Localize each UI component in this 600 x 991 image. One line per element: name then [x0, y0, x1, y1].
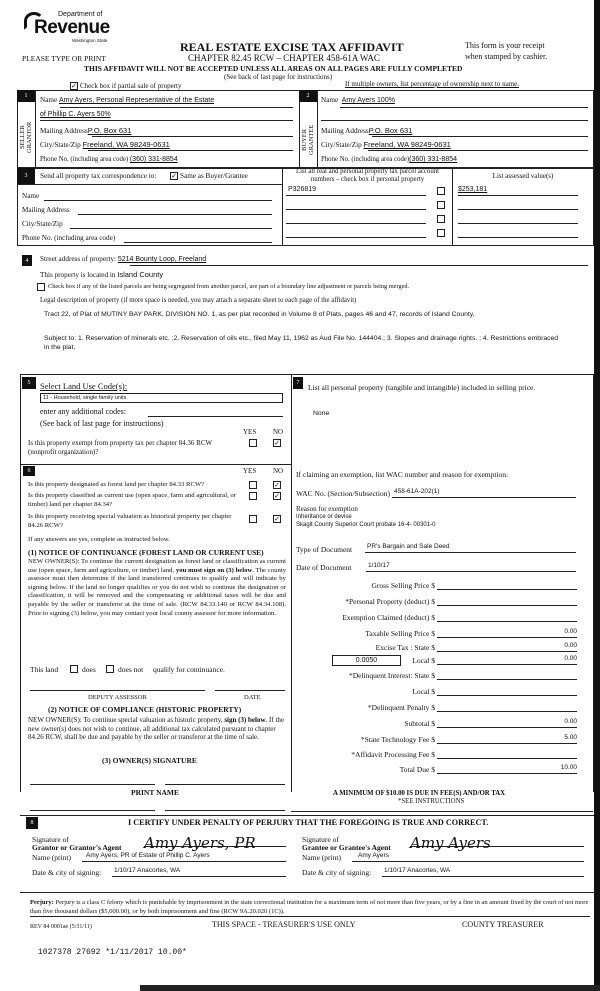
owner-signature-line[interactable]: [30, 784, 155, 785]
exempt-yes-checkbox[interactable]: [249, 439, 257, 447]
q1-no-checkbox[interactable]: ✓: [274, 481, 280, 489]
label: Name: [321, 96, 339, 104]
divider: [291, 374, 292, 792]
seller-side-label: SELLER GRANTOR: [19, 121, 33, 153]
grantor-signature: Amy Ayers, PR: [144, 834, 256, 852]
exempt-no-checkbox[interactable]: ✓: [274, 439, 280, 447]
section-5-badge: 5: [22, 377, 36, 389]
this-land-label: This land: [30, 665, 59, 674]
label: Phone No. (including area code): [40, 156, 129, 163]
label: Street address of property:: [40, 255, 117, 263]
county-treasurer: COUNTY TREASURER: [462, 920, 544, 929]
grantee-name-field[interactable]: Amy Ayers: [352, 852, 584, 862]
rule: [40, 120, 293, 121]
scan-edge: [594, 0, 600, 991]
grantor-date-field[interactable]: 1/10/17 Anacortes, WA: [112, 867, 286, 877]
notice-continuance-text: NEW OWNER(S): To continue the current designation as forest land or classification as current use (open space, farm and agriculture, or timber) land, you must sign on (3) below. The county assessor must then determine if the land transferred continues to qualify and will indicate by signing below. If the land no longer qualifies or you do not wish to continue the designation or classification, it will be removed and the compensating or additional taxes will be due and payable by the seller or transferor at the time of sale. (RCW 84.33.140 or RCW 84.34.108). Prior to signing (3) below, you may contact your local county assessor for more information.: [28, 558, 286, 617]
if-yes-note: If any answers are yes, complete as instructed below.: [28, 536, 170, 543]
affidavit-fee-field[interactable]: [437, 749, 577, 759]
label: Mailing Address: [40, 127, 88, 135]
personal-property-deduct-field[interactable]: [437, 596, 577, 606]
label: Name (print): [32, 853, 71, 862]
reason-line-1[interactable]: Inheritance or devise: [296, 514, 352, 520]
state-tech-fee-field[interactable]: 5.00: [437, 734, 577, 744]
divider: [35, 90, 36, 168]
no-header: NO: [273, 467, 284, 475]
rule: [291, 811, 593, 812]
corr-name-field[interactable]: [44, 191, 272, 201]
q3-no-checkbox[interactable]: ✓: [274, 515, 280, 523]
rule: [340, 107, 588, 108]
delinquent-interest-state-field[interactable]: [437, 670, 577, 680]
section-6-badge: 6: [23, 466, 35, 476]
rule: [92, 136, 293, 137]
buyer-mailing-field[interactable]: P.O. Box 631: [368, 126, 413, 135]
buyer-phone-field[interactable]: (360) 331-8854: [409, 156, 458, 163]
partial-sale-label: Check box if partial sale of property: [80, 82, 182, 90]
receipt-note-1: This form is your receipt: [465, 41, 545, 50]
label: Name (print): [302, 853, 341, 862]
gross-selling-price-label: Gross Selling Price $: [371, 581, 435, 590]
forest-question-2: Is this property classified as current use (open space, farm and agricultural, or timber) land per chapter 84.34?: [28, 492, 236, 508]
personal-property-deduct-label: *Personal Property (deduct) $: [345, 597, 435, 606]
corr-mailing-label: Mailing Address: [22, 206, 70, 214]
additional-codes-label: enter any additional codes:: [40, 407, 126, 416]
doc-date-field[interactable]: 1/10/17: [366, 562, 576, 572]
personal-property-label: List all personal property (tangible and intangible) included in selling price.: [308, 383, 536, 392]
personal-property-checkbox[interactable]: [437, 201, 445, 209]
seller-name-line2-field[interactable]: of Phillip C. Ayers 50%: [40, 111, 111, 118]
corr-name-label: Name: [22, 192, 40, 200]
grantor-signature-field[interactable]: [144, 834, 286, 852]
seller-name-field[interactable]: Amy Ayers, Personal Representative of the Estate: [58, 97, 215, 104]
divider: [282, 168, 283, 246]
rule: [20, 374, 594, 375]
grantee-date-label: Date & city of signing:: [302, 868, 372, 877]
delinquent-interest-local-field[interactable]: [437, 686, 577, 696]
delinquent-penalty-field[interactable]: [437, 702, 577, 712]
reason-line-2[interactable]: Skagit County Superior Court probate 16-4- 00301-0: [296, 522, 436, 528]
doc-type-label: Type of Document: [296, 545, 353, 554]
subtotal-label: Subtotal $: [404, 719, 435, 728]
does-not-label: does not: [118, 665, 144, 674]
delinquent-interest-state-label: *Delinquent Interest: State $: [348, 671, 435, 680]
land-use-label: Select Land Use Code(s):: [40, 381, 128, 391]
forest-question-3: Is this property receiving special valuation as historical property per chapter 84.26 RCW?: [28, 513, 232, 529]
parcel-number-field[interactable]: [286, 200, 426, 210]
label: City/State/Zip: [40, 141, 81, 149]
rule: [88, 150, 293, 151]
corr-city-label: City/State/Zip: [22, 220, 63, 228]
divider: [20, 374, 21, 792]
exemption-claimed-label: Exemption Claimed (deduct) $: [342, 613, 435, 622]
grantor-date-label: Date & city of signing:: [32, 868, 102, 877]
rule: [60, 107, 293, 108]
q3-yes-checkbox[interactable]: [249, 515, 257, 523]
q1-yes-checkbox[interactable]: [249, 481, 257, 489]
rule: [17, 184, 282, 185]
local-tax-label: Local $: [412, 656, 435, 665]
legal-description-2[interactable]: Subject to: 1. Reservation of minerals etc. ;2. Reservation of oils etc., filed May 11, 1962 as Aud File No. 144404.; 3. Slopes and drainage rights. ; 4. Restrictions embraced in the plat.: [44, 335, 559, 351]
perjury-notice: Perjury: Perjury is a class C felony which is punishable by imprisonment in the state correctional institution for a maximum term of not more than five years, or by a fine in an amount fixed by the court of not more than five thousand dollars ($5,000.00), or by both imprisonment and fine (RCW 9A.20.020 (1C)).: [30, 899, 589, 915]
segregated-checkbox[interactable]: [37, 283, 45, 291]
local-tax-field[interactable]: 0.00: [437, 655, 577, 665]
assessed-header: List assessed value(s): [492, 172, 554, 180]
personal-property-checkbox[interactable]: [437, 187, 445, 195]
grantee-date-field[interactable]: 1/10/17 Anacortes, WA: [382, 867, 584, 877]
exemption-claimed-field[interactable]: [437, 612, 577, 622]
seller-mailing-field[interactable]: P.O. Box 631: [87, 126, 132, 135]
owner-signature-line-2[interactable]: [165, 784, 285, 785]
treasurer-use: THIS SPACE - TREASURER'S USE ONLY: [212, 920, 356, 929]
warning: THIS AFFIDAVIT WILL NOT BE ACCEPTED UNLESS ALL AREAS ON ALL PAGES ARE FULLY COMPLETED: [84, 64, 463, 73]
gross-selling-price-field[interactable]: [437, 580, 577, 590]
notice-continuance-title: (1) NOTICE OF CONTINUANCE (FOREST LAND OR CURRENT USE): [28, 548, 264, 557]
does-checkbox[interactable]: [70, 665, 78, 673]
parcel-header: List all real and personal property tax parcel account numbers – check box if personal property: [295, 168, 440, 183]
q2-yes-checkbox[interactable]: [249, 492, 257, 500]
rule: [372, 136, 588, 137]
section-3-badge: 3: [17, 168, 35, 184]
corr-phone-label: Phone No. (including area code): [22, 234, 116, 242]
date-label: DATE: [244, 694, 261, 701]
corr-phone-field[interactable]: [124, 233, 272, 243]
affidavit-fee-label: *Affidavit Processing Fee $: [351, 750, 435, 759]
certify-title: I CERTIFY UNDER PENALTY OF PERJURY THAT THE FOREGOING IS TRUE AND CORRECT.: [128, 818, 489, 827]
reason-label: Reason for exemption: [296, 505, 358, 513]
yes-header: YES: [243, 467, 257, 475]
additional-codes-field[interactable]: [148, 407, 283, 417]
grantor-sig-label: Signature of Grantor or Grantor's Agent: [32, 835, 122, 852]
notice-compliance-text: NEW OWNER(S): To continue special valuation as historic property, sign (3) below. If the new owner(s) does not wish to continue, all additional tax calculated pursuant to chapter 84.26 RCW, shall be due and payable by the seller or transferor at the time of sale.: [28, 716, 285, 742]
rule: [20, 464, 291, 465]
does-not-checkbox[interactable]: [106, 665, 114, 673]
print-name-label: PRINT NAME: [131, 788, 179, 797]
label: Mailing Address: [321, 127, 369, 135]
q2-no-checkbox[interactable]: ✓: [274, 492, 280, 500]
correspondence-label: Send all property tax correspondence to:: [40, 172, 157, 180]
grantee-signature: Amy Ayers: [410, 834, 491, 852]
exempt-question: Is this property exempt from property tax per chapter 84.36 RCW (nonprofit organization)?: [28, 439, 212, 456]
seller-phone-field[interactable]: (360) 331-8854: [129, 156, 178, 163]
buyer-city-field[interactable]: Freeland, WA 98249-0631: [363, 140, 451, 149]
yes-header: YES: [243, 428, 257, 436]
deputy-assessor-line[interactable]: [30, 690, 205, 691]
assessed-value-field[interactable]: [458, 200, 578, 210]
assessed-value-field[interactable]: [458, 228, 578, 238]
excise-tax-state-label: Excise Tax : State $: [375, 643, 435, 652]
rule: [130, 265, 588, 266]
see-instructions: *SEE INSTRUCTIONS: [398, 798, 465, 805]
segregated-label: Check box if any of the listed parcels are being segregated from another parcel, are part of a boundary line adjustment or parcels being merged.: [48, 283, 410, 290]
label: Phone No. (including area code): [321, 156, 410, 163]
assessed-value-field[interactable]: [458, 214, 578, 224]
logo-state: Washington State: [72, 38, 108, 43]
land-use-see-back: (See back of last page for instructions): [40, 419, 164, 428]
scan-edge-bottom: [140, 985, 600, 991]
section-4-badge: 4: [22, 255, 32, 266]
label: City/State/Zip: [321, 141, 362, 149]
assessed-value-field[interactable]: $253,181: [458, 186, 578, 196]
doc-date-label: Date of Document: [296, 563, 352, 572]
total-due-label: Total Due $: [399, 765, 435, 774]
grantee-sig-label: Signature of Grantee or Grantee's Agent: [302, 835, 391, 852]
label: Name: [40, 96, 58, 104]
parcel-number-field[interactable]: [286, 228, 426, 238]
street-address-field[interactable]: 5214 Bounty Loop, Freeland: [117, 256, 207, 263]
doc-type-field[interactable]: PR's Bargain and Sale Deed: [365, 543, 576, 553]
page-title: REAL ESTATE EXCISE TAX AFFIDAVIT: [180, 40, 404, 54]
delinquent-interest-local-label: Local $: [412, 687, 435, 696]
divider: [593, 374, 594, 792]
print-name-line-2[interactable]: [165, 810, 285, 811]
taxable-selling-price-field[interactable]: 0.00: [437, 628, 577, 638]
county-field[interactable]: Island County: [117, 270, 164, 279]
see-back: (See back of last page for instructions): [224, 73, 333, 81]
local-rate-field[interactable]: 0.0050: [332, 655, 401, 666]
section-1-badge: 1: [17, 90, 35, 102]
date-line[interactable]: [215, 690, 285, 691]
taxable-selling-price-label: Taxable Selling Price $: [365, 629, 435, 638]
minimum-note: A MINIMUM OF $10.00 IS DUE IN FEE(S) AND/OR TAX: [333, 790, 506, 797]
personal-property-checkbox[interactable]: [437, 215, 445, 223]
wac-label: WAC No. (Section/Subsection): [296, 489, 390, 498]
no-header: NO: [273, 428, 284, 436]
notice-compliance-title: (2) NOTICE OF COMPLIANCE (HISTORIC PROPERTY): [48, 705, 242, 714]
logo-word: Revenue: [34, 17, 110, 38]
does-label: does: [82, 665, 96, 674]
logo-dept: Department of: [58, 11, 103, 18]
total-due-field[interactable]: 10.00: [437, 764, 577, 774]
please-type: PLEASE TYPE OR PRINT: [22, 54, 106, 63]
delinquent-penalty-label: *Delinquent Penalty $: [367, 703, 435, 712]
rule: [368, 150, 588, 151]
same-as-buyer-checkbox[interactable]: ✓: [171, 172, 177, 180]
deputy-assessor-label: DEPUTY ASSESSOR: [88, 694, 147, 701]
legal-label: Legal description of property (if more space is needed, you may attach a separate sheet to each page of the affidavit): [40, 297, 357, 304]
parcel-number-field[interactable]: P326819: [286, 186, 426, 196]
forest-question-1: Is this property designated as forest land per chapter 84.33 RCW?: [28, 481, 205, 488]
section-8-badge: 8: [26, 817, 38, 829]
treasurer-stamp: 1027378 27692 *1/11/2017 10.00*: [38, 948, 187, 957]
partial-sale-checkbox[interactable]: ✓: [71, 82, 77, 90]
rule: [30, 916, 590, 917]
exemption-label: If claiming an exemption, list WAC number and reason for exemption:: [296, 470, 509, 479]
buyer-side-label: BUYER GRANTEE: [301, 124, 315, 156]
parcel-number-field[interactable]: [286, 214, 426, 224]
label: This property is located in: [40, 271, 116, 279]
state-tech-fee-label: *State Technology Fee $: [360, 735, 435, 744]
wac-field[interactable]: 458-61A-202(1): [392, 488, 576, 498]
grantor-name-field[interactable]: Amy Ayers, PR of Estate of Phillip C. Ayers: [82, 852, 286, 862]
same-as-buyer-label: Same as Buyer/Grantee: [180, 172, 248, 180]
rule: [321, 120, 588, 121]
personal-property-checkbox[interactable]: [437, 229, 445, 237]
corr-city-field[interactable]: [70, 219, 272, 229]
personal-property-value[interactable]: None: [313, 410, 330, 417]
buyer-name-field[interactable]: Amy Ayers 100%: [341, 97, 395, 104]
section-7-badge: 7: [293, 377, 303, 389]
qualify-label: qualify for continuance.: [153, 665, 225, 674]
print-name-line[interactable]: [30, 810, 155, 811]
grantee-signature-field[interactable]: [410, 834, 584, 852]
multiple-owners-note: If multiple owners, list percentage of ownership next to name.: [345, 80, 519, 88]
seller-city-field[interactable]: Freeland, WA 98249-0631: [82, 140, 170, 149]
excise-tax-state-field[interactable]: 0.00: [437, 642, 577, 652]
legal-description-1[interactable]: Tract 22, of Plat of MUTINY BAY PARK, DIVISION NO. 1, as per plat recorded in Volume 8 of Plats, pages 46 and 47, records of Island County.: [44, 311, 475, 318]
receipt-note-2: when stamped by cashier.: [465, 52, 548, 61]
divider: [317, 90, 318, 168]
section-2-badge: 2: [299, 90, 317, 102]
form-revision: REV 84 0001ae (5/31/11): [30, 924, 92, 930]
owner-signature-label: (3) OWNER(S) SIGNATURE: [102, 756, 197, 765]
corr-mailing-field[interactable]: [78, 205, 272, 215]
subtotal-field[interactable]: 0.00: [437, 718, 577, 728]
page-subtitle: CHAPTER 82.45 RCW – CHAPTER 458-61A WAC: [188, 53, 380, 63]
land-use-select[interactable]: 11 - Household, single family units: [40, 393, 283, 403]
